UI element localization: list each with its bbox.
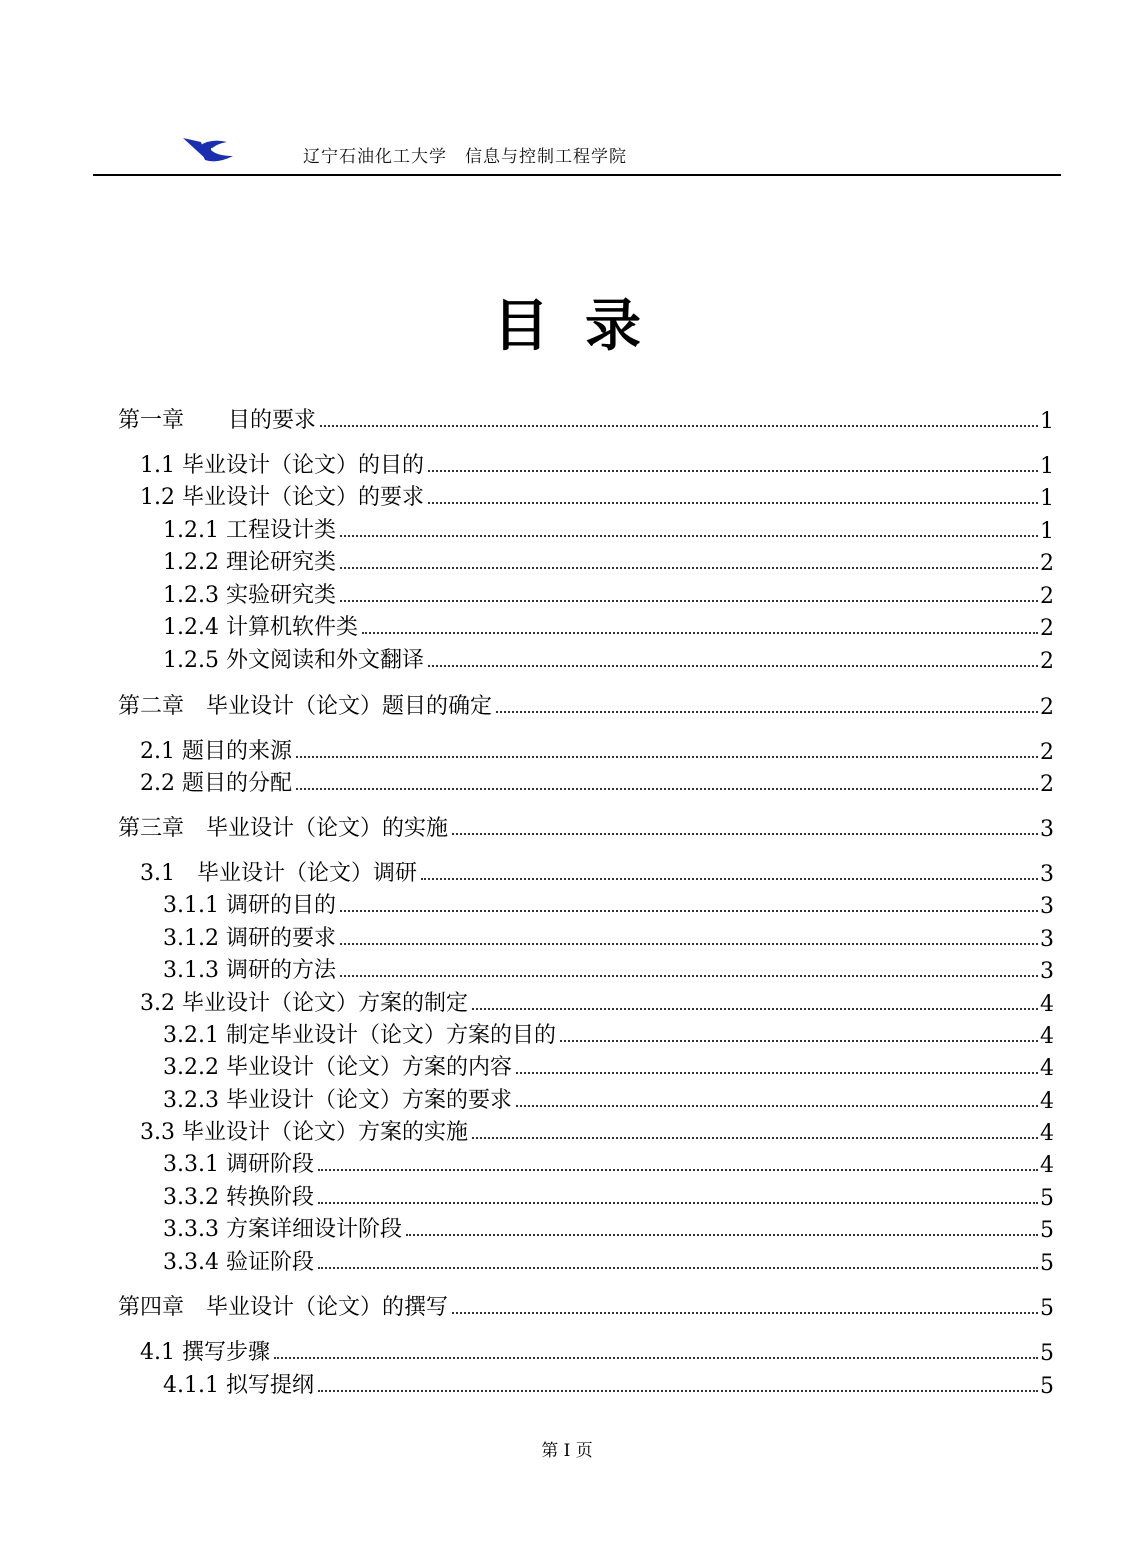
toc-entry-page: 2 xyxy=(1040,649,1054,674)
toc-entry-page: 1 xyxy=(1040,409,1054,434)
toc-dot-leader xyxy=(340,909,1038,912)
toc-entry[interactable] xyxy=(118,402,1054,434)
toc-dot-leader xyxy=(472,1007,1038,1010)
toc-entry-page: 1 xyxy=(1040,519,1054,544)
toc-entry-page: 5 xyxy=(1040,1218,1054,1243)
toc-dot-leader xyxy=(516,1104,1038,1107)
header-institution: 辽宁石油化工大学 信息与控制工程学院 xyxy=(303,147,627,167)
toc-entry-label: 3.1 毕业设计（论文）调研 xyxy=(140,861,417,886)
toc-entry-label: 第三章 毕业设计（论文）的实施 xyxy=(118,816,449,841)
toc-dot-leader xyxy=(428,664,1038,667)
toc-dot-leader xyxy=(496,710,1038,713)
toc-entry[interactable] xyxy=(118,810,1054,842)
toc-entry[interactable] xyxy=(163,920,1054,952)
toc-dot-leader xyxy=(340,566,1038,569)
toc-entry-label: 3.3.3 方案详细设计阶段 xyxy=(163,1217,402,1242)
toc-dot-leader xyxy=(318,1201,1038,1204)
toc-entry[interactable] xyxy=(163,1146,1054,1178)
toc-entry-label: 3.3 毕业设计（论文）方案的实施 xyxy=(140,1120,468,1145)
toc-dot-leader xyxy=(428,501,1038,504)
toc-entry-label: 4.1 撰写步骤 xyxy=(140,1340,270,1365)
toc-entry[interactable] xyxy=(163,1049,1054,1081)
toc-entry-page: 5 xyxy=(1040,1341,1054,1366)
toc-entry-label: 3.3.4 验证阶段 xyxy=(163,1250,314,1275)
toc-dot-leader xyxy=(472,1136,1038,1139)
toc-entry[interactable] xyxy=(163,1082,1054,1114)
toc-dot-leader xyxy=(296,787,1038,790)
toc-entry-page: 3 xyxy=(1040,894,1054,919)
toc-dot-leader xyxy=(296,755,1038,758)
toc-entry-page: 2 xyxy=(1040,584,1054,609)
toc-entry-page: 5 xyxy=(1040,1296,1054,1321)
toc-entry-page: 5 xyxy=(1040,1186,1054,1211)
toc-entry-page: 5 xyxy=(1040,1374,1054,1399)
toc-entry[interactable] xyxy=(140,765,1054,797)
toc-dot-leader xyxy=(362,631,1038,634)
toc-dot-leader xyxy=(340,974,1038,977)
toc-entry[interactable] xyxy=(140,855,1054,887)
page-number: 第 I 页 xyxy=(541,1441,593,1461)
toc-entry-page: 4 xyxy=(1040,1056,1054,1081)
toc-entry[interactable] xyxy=(118,688,1054,720)
toc-dot-leader xyxy=(340,599,1038,602)
toc-entry[interactable] xyxy=(163,577,1054,609)
toc-entry[interactable] xyxy=(163,1179,1054,1211)
toc-entry-page: 2 xyxy=(1040,551,1054,576)
toc-entry-page: 4 xyxy=(1040,1024,1054,1049)
toc-entry-page: 2 xyxy=(1040,772,1054,797)
university-logo-icon xyxy=(181,134,235,168)
toc-entry[interactable] xyxy=(163,642,1054,674)
toc-dot-leader xyxy=(406,1233,1038,1236)
toc-entry-label: 3.1.3 调研的方法 xyxy=(163,958,336,983)
toc-entry[interactable] xyxy=(118,1289,1054,1321)
toc-dot-leader xyxy=(421,877,1038,880)
toc-entry-label: 1.2.2 理论研究类 xyxy=(163,550,336,575)
toc-entry-label: 第二章 毕业设计（论文）题目的确定 xyxy=(118,694,493,719)
toc-entry-label: 3.2.2 毕业设计（论文）方案的内容 xyxy=(163,1055,512,1080)
toc-entry[interactable] xyxy=(163,1244,1054,1276)
toc-entry-label: 1.2.5 外文阅读和外文翻译 xyxy=(163,648,424,673)
toc-entry[interactable] xyxy=(140,1114,1054,1146)
toc-dot-leader xyxy=(340,942,1038,945)
toc-entry-label: 3.2 毕业设计（论文）方案的制定 xyxy=(140,991,468,1016)
toc-entry[interactable] xyxy=(140,447,1054,479)
toc-entry-page: 2 xyxy=(1040,616,1054,641)
toc-entry-label: 1.2.1 工程设计类 xyxy=(163,518,336,543)
toc-dot-leader xyxy=(340,534,1038,537)
toc-dot-leader xyxy=(516,1071,1038,1074)
toc-entry[interactable] xyxy=(163,1017,1054,1049)
toc-entry-page: 4 xyxy=(1040,1089,1054,1114)
toc-entry-label: 1.1 毕业设计（论文）的目的 xyxy=(140,453,424,478)
toc-entry-label: 3.1.1 调研的目的 xyxy=(163,893,336,918)
toc-entry-label: 3.2.1 制定毕业设计（论文）方案的目的 xyxy=(163,1023,556,1048)
toc-entry-page: 3 xyxy=(1040,817,1054,842)
toc-entry-label: 1.2.3 实验研究类 xyxy=(163,583,336,608)
toc-entry-label: 2.1 题目的来源 xyxy=(140,739,292,764)
toc-entry-label: 1.2 毕业设计（论文）的要求 xyxy=(140,485,424,510)
toc-dot-leader xyxy=(318,1266,1038,1269)
toc-entry[interactable] xyxy=(140,479,1054,511)
toc-entry-page: 2 xyxy=(1040,740,1054,765)
toc-entry[interactable] xyxy=(140,1334,1054,1366)
toc-entry-label: 3.3.2 转换阶段 xyxy=(163,1185,314,1210)
toc-entry-page: 4 xyxy=(1040,1153,1054,1178)
toc-entry-label: 第四章 毕业设计（论文）的撰写 xyxy=(118,1295,449,1320)
toc-dot-leader xyxy=(318,1168,1038,1171)
toc-entry[interactable] xyxy=(163,952,1054,984)
toc-dot-leader xyxy=(428,469,1038,472)
toc-entry-page: 3 xyxy=(1040,927,1054,952)
toc-dot-leader xyxy=(320,424,1038,427)
toc-entry[interactable] xyxy=(163,1367,1054,1399)
toc-entry-label: 3.3.1 调研阶段 xyxy=(163,1152,314,1177)
page-title: 目录 xyxy=(493,293,677,359)
toc-entry-page: 1 xyxy=(1040,486,1054,511)
toc-entry[interactable] xyxy=(163,544,1054,576)
toc-entry-label: 3.2.3 毕业设计（论文）方案的要求 xyxy=(163,1088,512,1113)
toc-entry[interactable] xyxy=(140,733,1054,765)
toc-entry-label: 2.2 题目的分配 xyxy=(140,771,292,796)
toc-entry[interactable] xyxy=(163,512,1054,544)
toc-dot-leader xyxy=(318,1389,1038,1392)
toc-entry-label: 第一章 目的要求 xyxy=(118,408,317,433)
toc-entry-label: 4.1.1 拟写提纲 xyxy=(163,1373,314,1398)
toc-dot-leader xyxy=(452,832,1038,835)
toc-entry[interactable] xyxy=(163,609,1054,641)
toc-entry-page: 3 xyxy=(1040,959,1054,984)
toc-dot-leader xyxy=(560,1039,1038,1042)
toc-entry-page: 3 xyxy=(1040,862,1054,887)
toc-dot-leader xyxy=(452,1311,1038,1314)
toc-entry[interactable] xyxy=(163,1211,1054,1243)
page-header xyxy=(93,128,1061,176)
toc-entry-label: 1.2.4 计算机软件类 xyxy=(163,615,358,640)
toc-dot-leader xyxy=(274,1356,1038,1359)
toc-entry-label: 3.1.2 调研的要求 xyxy=(163,926,336,951)
toc-entry-page: 5 xyxy=(1040,1251,1054,1276)
toc-entry-page: 1 xyxy=(1040,454,1054,479)
toc-entry-page: 4 xyxy=(1040,1121,1054,1146)
toc-entry-page: 4 xyxy=(1040,992,1054,1017)
toc-entry[interactable] xyxy=(140,985,1054,1017)
toc-entry-page: 2 xyxy=(1040,695,1054,720)
toc-entry[interactable] xyxy=(163,887,1054,919)
